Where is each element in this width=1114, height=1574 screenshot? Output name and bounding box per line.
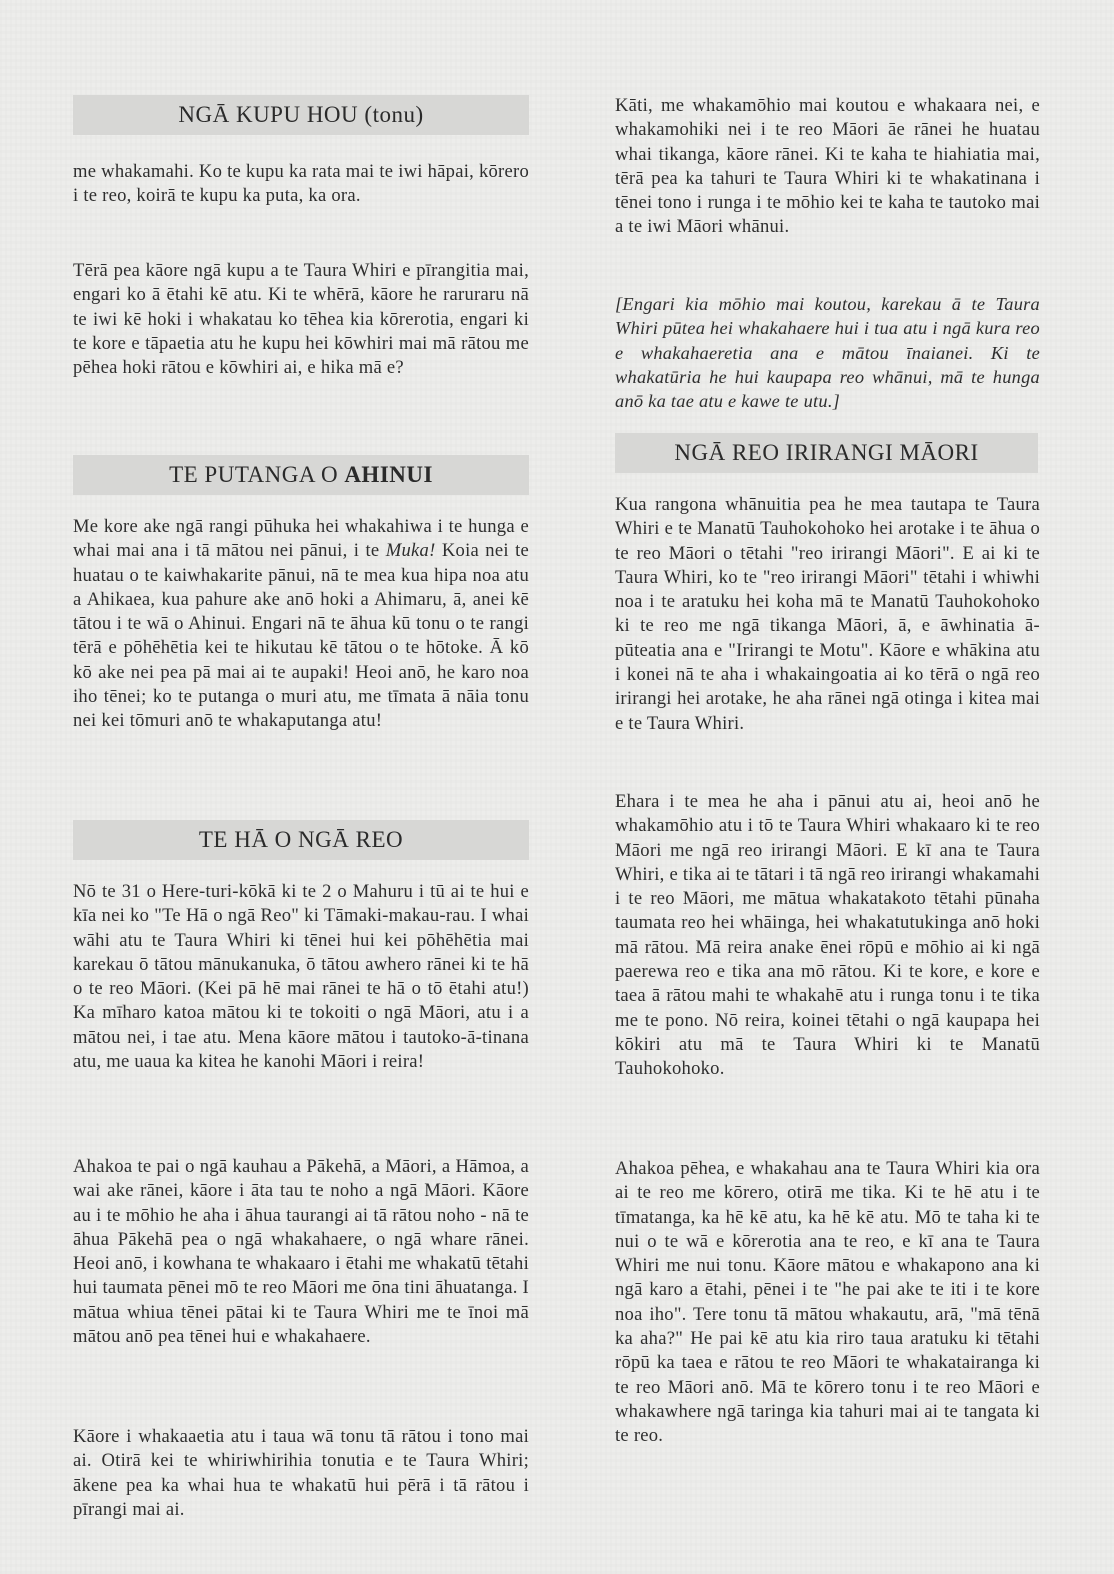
paragraph: Kāore i whakaaetia atu i taua wā tonu tā rātou i tono mai ai. Otirā kei te whiriwhirihia tonutia e te Taura Whiri; ākene pea ka whai hua te whakatū hui pērā i tā rātou i pīrangi mai ai. — [73, 1426, 529, 1520]
paragraph-text: Koia nei te huatau o te kaiwhakarite pānui, nā te mea kua hipa noa atu a Ahikaea, kua pahure ake anō hoki a Ahimaru, ā, anei kē tātou i te wā o Ahinui. Engari nā te āhua kū tonu o te rangi tērā e pōhēhētia kei te hikutau kē tātou o te hōtoke. Ā kō kō ake nei pea pā mai ai te aupaki! Heoi anō, he karo noa iho tēnei; ko te putanga o muri atu, me tīmata ā nāia tonu nei kei tōmuri anō te whakaputanga atu! — [73, 540, 529, 732]
heading-te-ha-o-nga-reo: TE HĀ O NGĀ REO — [73, 820, 529, 860]
paragraph: Nō te 31 o Here-turi-kōkā ki te 2 o Mahuru i tū ai te hui e kīa nei ko "Te Hā o ngā Reo" ki Tāmaki-makau-rau. I whai wāhi atu te Taura Whiri ki tēnei hui kei pōhēhētia mai karekau ō tātou mānukanuka, ō tātou awhero rānei ki te hā o te reo Māori. (Kei pā hē mai rānei te hā o tō ētahi atu!) Ka mīharo katoa mātou ki te tokoiti o ngā Māori, atu i a mātou nei, i tae atu. Mena kāore mātou i tautoko-ā-tinana atu, me uaua ka kitea he kanohi Māori i reira! — [73, 881, 529, 1073]
paragraph: Ahakoa te pai o ngā kauhau a Pākehā, a Māori, a Hāmoa, a wai ake rānei, kāore i āta tau te noho a ngā Māori. Kāore au i te mōhio he aha i āhua taurangi ai tā rātou noho - nā te āhua Pākehā pea o ngā whakahaere, o ngā whare rānei. Heoi anō, i kowhana te whakaaro i ētahi me whakatū tētahi hui taumata pēnei mō te reo Māori me ōna tini āhuatanga. I mātua whiua tēnei pātai ki te Taura Whiri me te īnoi mā mātou anō pea tēnei hui e whakahaere. — [73, 1156, 529, 1348]
paragraph — [73, 515, 529, 734]
paragraph: Ehara i te mea he aha i pānui atu ai, heoi anō he whakamōhio atu i tō te Taura Whiri whakaaro ki te reo Māori me ngā reo irirangi Māori. E kī ana te Taura Whiri, e tika ai te tātari i tā ngā reo irirangi whakamahi i te reo Māori, me mātua whakatakoto tētahi pūnaha taumata reo hei whāinga, hei whakatutukinga anō hoki mā rātou. Mā reira anake ēnei rōpū e mōhio ai ki ngā paerewa reo e tika ana mō rātou. Ki te kore, e kore e taea ā rātou mahi te whakahē atu i runga tonu i te tika me te pono. Nō reira, koinei tētahi o ngā kaupapa hei kōkiri atu mā te Taura Whiri ki te Manatū Tauhokohoko. — [615, 791, 1040, 1080]
heading-nga-kupu-hou: NGĀ KUPU HOU (tonu) — [73, 95, 529, 135]
muka-title: Muka! — [385, 540, 436, 562]
heading-text: TE PUTANGA O — [169, 462, 345, 487]
paragraph: Kua rangona whānuitia pea he mea tautapa te Taura Whiri e te Manatū Tauhokohoko hei arotake i te āhua o te reo Māori o tētahi "reo irirangi Māori". E ai ki te Taura Whiri, ko te "reo irirangi Māori" tētahi i whiwhi noa i te aratuku hei koha mā te Manatū Tauhokohoko ki te reo me ngā tikanga Māori, ā, e āwhinatia ā-pūteatia ana e "Irirangi te Motu". Kāore e whākina atu i konei nā te aha i whakaingoatia ai ko tērā o ngā reo irirangi hei arotake, he aha rānei ngā otinga i kitea mai e te Taura Whiri. — [615, 494, 1040, 734]
paragraph: me whakamahi. Ko te kupu ka rata mai te iwi hāpai, kōrero i te reo, koirā te kupu ka puta, ka ora. — [73, 161, 529, 207]
paragraph: Tērā pea kāore ngā kupu a te Taura Whiri e pīrangitia mai, engari ko ā ētahi kē atu. Ki te whērā, kāore he raruraru nā te iwi kē hoki i whakatau ko tēhea kia kōrerotia, engari ki te kore e tāpaetia atu he kupu hei kōwhiri mai mā rātou me pēhea hoki rātou e kōwhiri ai, e hika mā e? — [73, 260, 529, 379]
paragraph-italic-note: [Engari kia mōhio mai koutou, karekau ā te Taura Whiri pūtea hei whakahaere hui i tua atu i ngā kura reo e whakahaeretia ana e mātou īnaianei. Ki te whakatūria he hui kaupapa reo whānui, mā te hunga anō ka tae atu e kawe te utu.] — [615, 294, 1040, 412]
heading-text-bold: AHINUI — [344, 462, 433, 487]
heading-te-putanga-o-ahinui — [73, 455, 529, 495]
heading-nga-reo-irirangi-maori: NGĀ REO IRIRANGI MĀORI — [615, 433, 1038, 473]
paragraph-text: Me kore ake ngā rangi pūhuka hei whakahiwa i te hunga e whai mai ana i tā mātou nei pānui, i te — [73, 516, 529, 562]
paragraph: Kāti, me whakamōhio mai koutou e whakaara nei, e whakamohiki nei i te reo Māori āe rānei he huatau whai tikanga, kāore rānei. Ki te kaha te hiahiatia mai, tērā pea ka tahuri te Taura Whiri ki te whakatinana i tēnei tono i runga i te mōhio kei te kaha te tautoko mai a te iwi Māori whānui. — [615, 95, 1040, 238]
paragraph: Ahakoa pēhea, e whakahau ana te Taura Whiri kia ora ai te reo me kōrero, otirā me tika. Ki te hē atu i te tīmatanga, ka hē kē atu, ka hē kē atu. Mō te taha ki te nui o te wā e kōrerotia ana te reo, e kī ana te Taura Whiri me nui tonu. Kāore mātou e whakapono ana ki ngā karo a ētahi, pēnei i te "he pai ake te iti i te kore noa iho". Tere tonu tā mātou whakautu, arā, "mā tēnā ka aha?" He pai kē atu kia riro taua aratuku ki tētahi rōpū ka taea e rātou te reo Māori te whakatairanga ki te reo Māori anō. Mā te kōrero tonu i te reo Māori e whakawhere ngā taringa kia tahuri mai ai te tangata ki te reo. — [615, 1158, 1040, 1447]
